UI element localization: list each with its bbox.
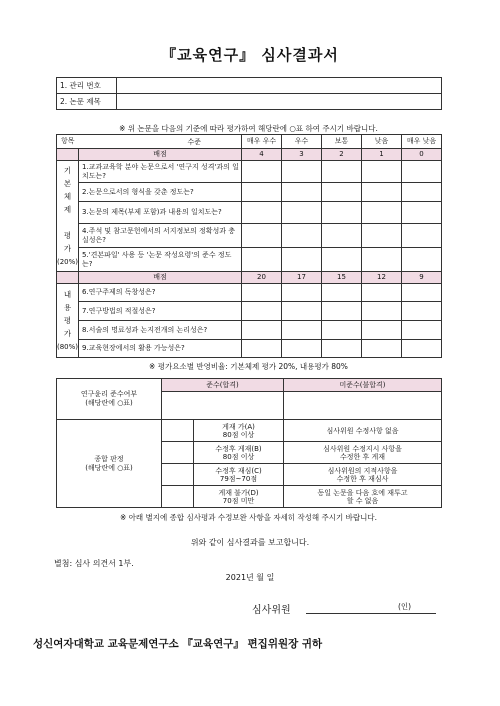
rating-cell[interactable] (242, 161, 282, 183)
ethics-header-row (57, 379, 442, 392)
paper-title-field[interactable] (117, 94, 442, 110)
reviewer-label: 심사위원 (252, 605, 291, 616)
rating-cell[interactable] (322, 321, 362, 340)
rating-cell[interactable] (282, 321, 322, 340)
score-row-section1 (57, 149, 442, 161)
rating-cell[interactable] (402, 183, 442, 202)
ethics-fail-cell[interactable] (284, 392, 442, 420)
management-number-field[interactable] (117, 78, 442, 94)
score-value: 2 (322, 149, 362, 161)
rating-cell[interactable] (362, 340, 402, 358)
criterion-8: 8.서술의 명료성과 논지전개의 논리성은? (79, 321, 242, 340)
grade-d: 게재 불가(D) 70점 미만 (194, 486, 284, 508)
rating-cell[interactable] (282, 161, 322, 183)
score-value: 12 (362, 272, 402, 284)
judgment-label: 종합 판정 (해당란에 ○표) (57, 420, 162, 508)
criterion-6: 6.연구주제의 독창성은? (79, 284, 242, 302)
level-very-low: 매우 낮음 (402, 135, 442, 149)
rating-cell[interactable] (282, 248, 322, 272)
score-value: 17 (282, 272, 322, 284)
rating-cell[interactable] (402, 224, 442, 248)
instruction-text: ※ 위 논문을 다음의 기준에 따라 평가하여 해당란에 ○표 하여 주시기 바랍니다. (119, 124, 378, 133)
judgment-row-a (57, 420, 442, 442)
rating-cell[interactable] (322, 302, 362, 321)
info-row-title (57, 94, 442, 110)
level-high: 우수 (282, 135, 322, 149)
score-value: 0 (402, 149, 442, 161)
review-comment-note: ※ 아래 별지에 종합 심사평과 수정보완 사항을 자세히 작성해 주시기 바랍니다. (119, 513, 378, 522)
rating-cell[interactable] (242, 202, 282, 224)
rating-cell[interactable] (402, 302, 442, 321)
section-basic-format-label: 기 본 체 제 평 가 (20%) (57, 161, 79, 272)
grade-c: 수정후 재심(C) 79점~70점 (194, 464, 284, 486)
score-value: 4 (242, 149, 282, 161)
rating-cell[interactable] (322, 340, 362, 358)
rating-cell[interactable] (402, 321, 442, 340)
rating-cell[interactable] (322, 284, 362, 302)
grade-c-desc: 심사위원의 지적사항을 수정한 후 재심사 (284, 464, 442, 486)
rating-cell[interactable] (282, 284, 322, 302)
evaluation-table (56, 134, 442, 358)
score-label: 배점 (79, 149, 242, 161)
rating-cell[interactable] (282, 340, 322, 358)
rating-cell[interactable] (242, 321, 282, 340)
criterion-row (57, 183, 442, 202)
info-row-number (57, 78, 442, 94)
rating-cell[interactable] (402, 202, 442, 224)
level-low: 낮음 (362, 135, 402, 149)
score-value: 20 (242, 272, 282, 284)
seal-mark: (인) (398, 602, 412, 611)
level-very-high: 매우 우수 (242, 135, 282, 149)
rating-cell[interactable] (362, 284, 402, 302)
date-line: 2021년 월 일 (225, 573, 275, 582)
judgment-table (56, 378, 442, 508)
item-level-header (57, 135, 242, 149)
judgment-mark-cell[interactable] (162, 464, 194, 486)
rating-cell[interactable] (362, 183, 402, 202)
score-value: 1 (362, 149, 402, 161)
report-statement: 위와 같이 심사결과를 보고합니다. (190, 538, 310, 547)
grade-a-desc: 심사위원 수정사항 없음 (284, 420, 442, 442)
criterion-row (57, 202, 442, 224)
rating-cell[interactable] (322, 183, 362, 202)
management-number-label: 1. 관리 번호 (57, 78, 117, 94)
rating-cell[interactable] (402, 248, 442, 272)
rating-cell[interactable] (362, 302, 402, 321)
item-header: 항목 (61, 137, 75, 145)
rating-cell[interactable] (242, 248, 282, 272)
criterion-5: 5.'견본파일' 사용 등 '논문 작성요령'의 준수 정도는? (79, 248, 242, 272)
criterion-row (57, 248, 442, 272)
reviewer-signature-field[interactable] (306, 612, 436, 614)
document-title: 『교육연구』 심사결과서 (161, 46, 339, 64)
recipient-footer: 성신여자대학교 교육문제연구소 『교육연구』 편집위원장 귀하 (33, 638, 323, 650)
judgment-mark-cell[interactable] (162, 442, 194, 464)
grade-a: 게재 가(A) 80점 이상 (194, 420, 284, 442)
level-medium: 보통 (322, 135, 362, 149)
ethics-label: 연구윤리 준수여부 (해당란에 ○표) (57, 379, 162, 420)
criterion-row (57, 284, 442, 302)
criterion-row (57, 321, 442, 340)
rating-cell[interactable] (402, 161, 442, 183)
rating-cell[interactable] (322, 161, 362, 183)
rating-cell[interactable] (362, 224, 402, 248)
weight-note: ※ 평가요소별 반영비율: 기본체제 평가 20%, 내용평가 80% (149, 362, 348, 371)
grade-d-desc: 동일 논문을 다음 호에 재투고 할 수 없음 (284, 486, 442, 508)
rating-cell[interactable] (322, 202, 362, 224)
rating-cell[interactable] (402, 284, 442, 302)
grade-b: 수정후 게재(B) 80점 이상 (194, 442, 284, 464)
score-label: 배점 (79, 272, 242, 284)
ethics-pass-header: 준수(합격) (162, 379, 284, 392)
rating-cell[interactable] (242, 183, 282, 202)
criterion-row (57, 340, 442, 358)
criterion-row (57, 161, 442, 183)
grade-b-desc: 심사위원 수정지시 사항을 수정한 후 게재 (284, 442, 442, 464)
criterion-3: 3.논문의 제목(부제 포함)과 내용의 일치도는? (79, 202, 242, 224)
rating-cell[interactable] (362, 321, 402, 340)
rating-cell[interactable] (402, 340, 442, 358)
rating-cell[interactable] (242, 302, 282, 321)
criterion-row (57, 302, 442, 321)
criterion-2: 2.논문으로서의 형식을 갖춘 정도는? (79, 183, 242, 202)
rating-cell[interactable] (362, 248, 402, 272)
rating-cell[interactable] (282, 302, 322, 321)
info-table (56, 77, 442, 110)
criterion-row (57, 224, 442, 248)
criterion-1: 1.교과교육학 분야 논문으로서 '연구지 성격'과의 일치도는? (79, 161, 242, 183)
score-value: 3 (282, 149, 322, 161)
eval-header-row (57, 135, 442, 149)
judgment-mark-cell[interactable] (162, 486, 194, 508)
score-value: 15 (322, 272, 362, 284)
level-header: 수준 (187, 138, 201, 146)
criterion-7: 7.연구방법의 적절성은? (79, 302, 242, 321)
score-value: 9 (402, 272, 442, 284)
rating-cell[interactable] (362, 161, 402, 183)
rating-cell[interactable] (242, 224, 282, 248)
criterion-4: 4.주석 및 참고문헌에서의 서지정보의 정확성과 충실성은? (79, 224, 242, 248)
ethics-fail-header: 미준수(불합격) (284, 379, 442, 392)
rating-cell[interactable] (322, 224, 362, 248)
score-row-section2 (57, 272, 442, 284)
criterion-9: 9.교육현장에서의 활용 가능성은? (79, 340, 242, 358)
ethics-pass-cell[interactable] (162, 392, 284, 420)
rating-cell[interactable] (282, 224, 322, 248)
rating-cell[interactable] (282, 183, 322, 202)
rating-cell[interactable] (322, 248, 362, 272)
rating-cell[interactable] (242, 284, 282, 302)
rating-cell[interactable] (362, 202, 402, 224)
attachment-note: 별첨: 심사 의견서 1부. (54, 559, 134, 568)
rating-cell[interactable] (282, 202, 322, 224)
rating-cell[interactable] (242, 340, 282, 358)
judgment-mark-cell[interactable] (162, 420, 194, 442)
section-content-label: 내 용 평 가 (80%) (57, 284, 79, 358)
paper-title-label: 2. 논문 제목 (57, 94, 117, 110)
